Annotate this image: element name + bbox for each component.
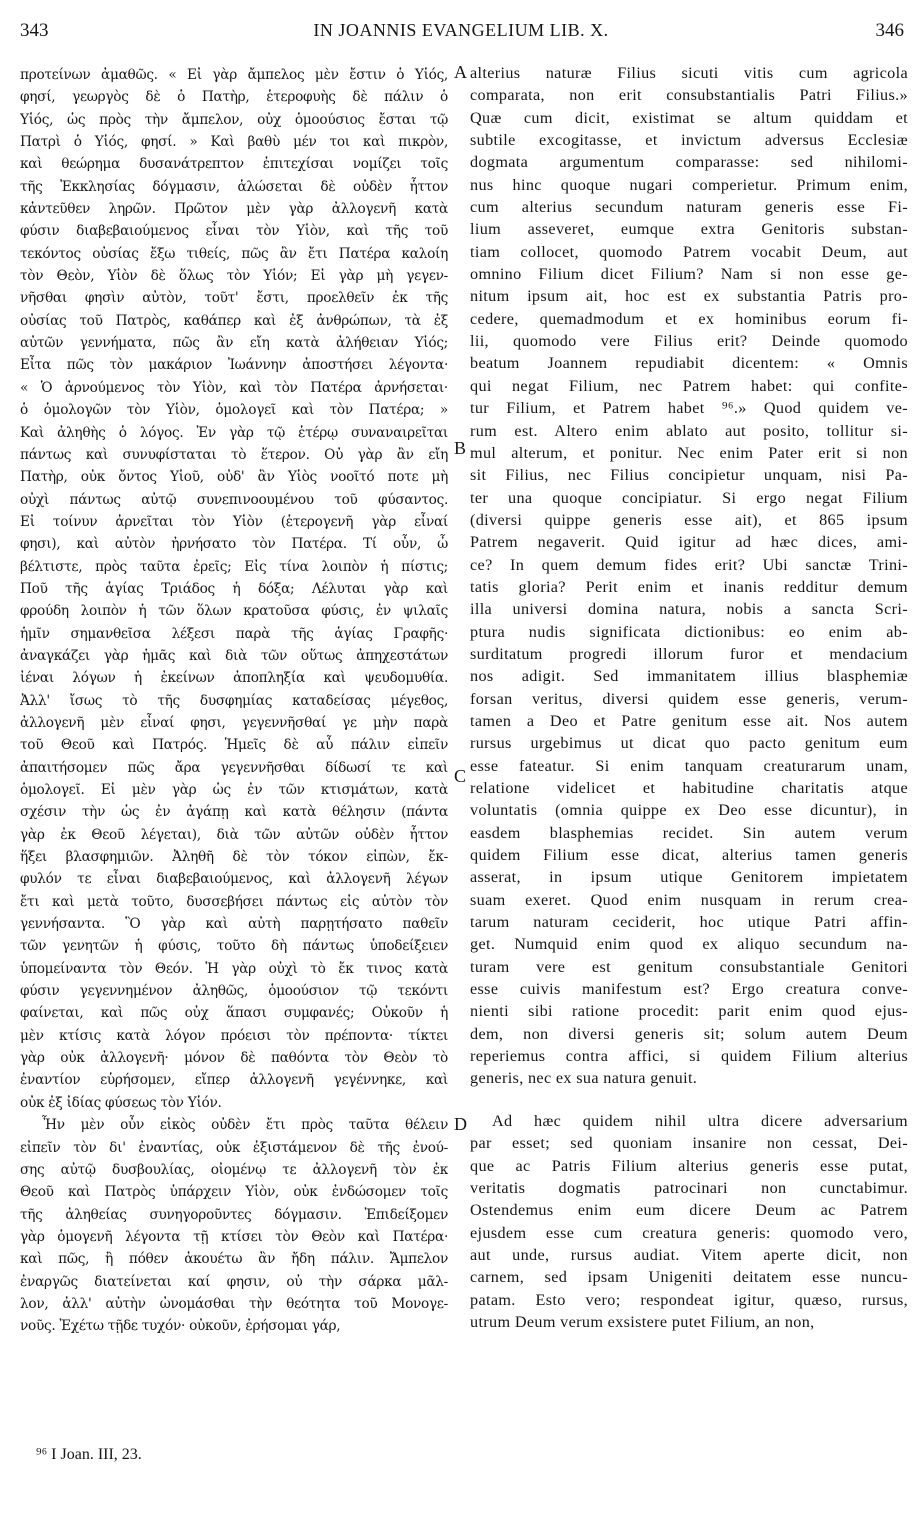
latin-text-line: par esset; sed quoniam insanire non cessat, Dei- (470, 1134, 908, 1153)
greek-text-line: Εἶτα πῶς τὸν μακάριον Ἰωάννην ἀποστήσει λέγοντα· (20, 357, 448, 374)
greek-text-line: γεννήσαντα. Ὃ γὰρ καὶ αὐτὴ παρῃτήσατο παθεῖν (20, 916, 448, 933)
latin-text-line: turam vere est genitum consubstantiale Genitori (470, 957, 908, 976)
greek-text-line: σης αὐτῷ δυσβουλίας, οἰομένῳ τε ἀλλογενῆ τὸν ἐκ (20, 1161, 448, 1178)
latin-text-line: sit Filius, nec Filius concipietur unquam, nisi Pa- (470, 466, 908, 485)
latin-text-line: quidem Filium esse dicat, alterius tamen generis (470, 846, 908, 865)
latin-text-line: Ad hæc quidem nihil ultra dicere adversarium (492, 1111, 908, 1130)
latin-text-line: ter una quoque concipiatur. Si ergo negat Filium (470, 488, 908, 507)
margin-letter-b: B (454, 438, 467, 458)
greek-text-line: λον, ἀλλ' αὐτὴν ὠνομάσθαι τὴν θεότητα τοῦ Μονογε- (20, 1295, 448, 1312)
page-number-left: 343 (20, 20, 49, 41)
greek-text-line: ἐναντίον εὑρήσομεν, εἴπερ ἀλλογενῆ γεγέννηκε, καὶ (20, 1072, 448, 1089)
paragraph-gap (470, 1090, 908, 1110)
greek-text-line: κἀντεῦθεν ληρῶν. Πρῶτον μὲν γὰρ ἀλλογενῆ κατὰ (20, 201, 448, 218)
latin-text-line: tur Filium, et Patrem habet ⁹⁶.» Quod quidem ve- (470, 399, 908, 418)
greek-text-line: φύσιν γεγεννημένον ἀληθῶς, ὁμοούσιον τῷ τεκόντι (20, 983, 448, 1000)
greek-text-line: ἐναργῶς διατείνεται καί φησιν, οὐ τὴν σάρκα μᾶλ- (20, 1273, 448, 1290)
greek-text-line: τῆς Ἐκκλησίας δόγμασιν, ἁλώσεται δὲ οὐδὲν ἧττον (20, 178, 448, 195)
greek-text-line: τὸν Θεὸν, Υἱὸν δὲ ὅλως τὸν Υἱόν; Εἰ γὰρ μὴ γεγεν- (20, 268, 448, 285)
greek-text-line: βέλτιστε, πρὸς ταῦτα ἐρεῖς; Εἰς τίνα λοιπὸν ἡ πίστις; (20, 558, 448, 575)
latin-text-line: easdem blasphemias recidet. Sin autem verum (470, 823, 908, 842)
greek-text-line: εἰπεῖν τὸν δι' ἐναντίας, οὐκ ἐξιστάμενον δὲ τῆς ἐνού- (20, 1139, 448, 1156)
greek-text-line: Υἱός, ὡς πρὸς τὴν ἄμπελον, οὐχ ὁμοούσιος ἔσται τῷ (20, 111, 448, 128)
greek-text-line: ἡμῖν σημανθεῖσα λέξεσι παρὰ τῆς ἁγίας Γραφῆς· (20, 625, 448, 642)
latin-text-line: patam. Esto vero; respondeat igitur, quæso, rursus, (470, 1290, 908, 1309)
latin-text-line: surditatum progredi illorum furor et mendacium (470, 644, 908, 663)
greek-text-line: φησί, γεωργὸς δὲ ὁ Πατὴρ, ἑτεροφυὴς δὲ πάλιν ὁ (20, 89, 448, 106)
latin-text-line: veritatis dogmatis patrocinari non cunctabimur. (470, 1178, 908, 1197)
margin-letter-c: C (454, 766, 467, 786)
latin-text-line: dem, non diversi generis sit; solum autem Deum (470, 1024, 908, 1043)
latin-text-line: alterius naturæ Filius sicuti vitis cum agricola (470, 64, 908, 82)
greek-text-line: τῶν γενητῶν ἡ φύσις, τοῦτο δὴ πάντως ὑποδείξειεν (20, 938, 448, 955)
page-header (0, 20, 922, 48)
latin-text-line: nitum ipsum ait, hoc est ex substantia Patris pro- (470, 287, 908, 306)
margin-letter-a: A (454, 62, 467, 82)
latin-text-line: Quæ cum dicit, existimat se altum quiddam et (470, 108, 908, 127)
latin-text-line: dogmata argumentum comparasse: sed nihilomi- (470, 153, 908, 172)
latin-text-line: qui negat Filium, nec Patrem habet: qui confite- (470, 376, 908, 395)
greek-text-line: οὐχὶ πάντως αὐτῷ συνεπινοουμένου τοῦ φύσαντος. (20, 491, 448, 508)
greek-text-line: ὁμολογεῖ. Εἰ μὲν γὰρ ὡς ἐν τῶν κτισμάτων, κατὰ (20, 782, 448, 798)
latin-text-line: rum est. Altero enim ablato aut posito, tollitur si- (470, 421, 908, 440)
latin-text-line: que ac Patris Filium alterius generis esse putat, (470, 1156, 908, 1175)
latin-text-line: subtile excogitasse, et invictum adversus Ecclesiæ (470, 131, 908, 150)
greek-text-column (20, 64, 448, 1338)
latin-text-line: carnem, sed ipsam Unigeniti deitatem esse nuncu- (470, 1268, 908, 1287)
greek-text-line: Ἦν μὲν οὖν εἰκὸς οὐδὲν ἔτι πρὸς ταῦτα θέλειν (42, 1117, 448, 1134)
greek-text-line: Ἀλλ' ἴσως τὸ τῆς δυσφημίας καταδείσας μέγεθος, (20, 692, 448, 709)
greek-text-line: Ποῦ τῆς ἁγίας Τριάδος ἡ δόξα; Λέλυται γὰρ καὶ (20, 580, 448, 597)
greek-text-line: ἀπαιτήσομεν πῶς ἄρα γεγεννῆσθαι δίδωσί τε καὶ (20, 759, 448, 776)
latin-text-line: Patrem negaverit. Quid igitur ad hæc dices, ami- (470, 533, 908, 552)
greek-text-line: ἀλλογενῆ μὲν εἶναί φησι, γεγεννῆσθαί γε μὴν παρὰ (20, 714, 448, 731)
greek-text-line: πάντως καὶ συνυφίσταται τὸ ἕτερον. Οὐ γὰρ ἂν εἴη (20, 446, 448, 463)
latin-text-line: relatione videlicet et habitudine charitatis atque (470, 779, 908, 797)
latin-text-line: reperiemus contra affici, si quidem Filium alterius (470, 1047, 908, 1066)
latin-text-line: cum alterius secundum naturam generis esse Fi- (470, 198, 908, 217)
greek-text-line: νῆσθαι φησὶν αὐτὸν, τοῦτ' ἔστι, προελθεῖν ἐκ τῆς (20, 290, 448, 307)
latin-text-line: ejusdem esse cum creatura generis: quomodo vero, (470, 1223, 908, 1242)
latin-text-line: ce? In quem demum fides erit? Ubi sanctæ Trini- (470, 555, 908, 574)
greek-text-line: οὐσίας τοῦ Πατρὸς, καθάπερ καὶ ἐξ ἀνθρώπων, τὰ ἐξ (20, 312, 448, 329)
greek-text-line: τῆς ἀληθείας συνηγοροῦντες δόγμασιν. Ἐπιδείξομεν (20, 1206, 448, 1223)
latin-text-line: esse fateatur. Si enim tanquam creaturarum unam, (470, 756, 908, 775)
latin-text-line: forsan veritus, diversi quidem esse generis, verum- (470, 689, 908, 708)
greek-text-line: ἔτι καὶ μετὰ τοῦτο, δυσσεβήσει πάντως εἰς αὐτὸν τὸν (20, 893, 448, 910)
greek-text-line: προτείνων ἀμαθῶς. « Εἰ γὰρ ἄμπελος μὲν ἔστιν ὁ Υἱός, (20, 67, 448, 83)
greek-text-line: τεκόντος οὐσίας ἔξω τιθείς, πῶς ἂν ἔτι Πατέρα καλοίη (20, 245, 448, 262)
greek-text-line: φυλόν τε εἶναι διαβεβαιούμενος, καὶ ἀλλογενῆ λέγων (20, 871, 448, 888)
latin-text-line: generis, nec ex sua natura genuit. (470, 1069, 698, 1088)
greek-text-line: νοῦς. Ἐχέτω τῇδε τυχόν· οὐκοῦν, ἐρήσομαι γάρ, (20, 1318, 341, 1335)
latin-text-line: suam exeret. Quod enim nusquam in rerum crea- (470, 890, 908, 909)
latin-text-line: beatum Joannem repudiabit dicentem: « Omnis (470, 354, 908, 373)
greek-text-line: μὲν κτίσις κατὰ λόγον πρόεισι τὸν πρέποντα· τίκτει (20, 1027, 448, 1044)
greek-text-line: φαίνεται, καὶ πῶς οὐχ ἅπασι συμφανές; Οὐκοῦν ἡ (20, 1005, 448, 1022)
greek-text-line: καὶ πῶς, ἢ πόθεν ἀκουέτω ἂν ἤδη πάλιν. Ἄμπελον (20, 1251, 448, 1268)
latin-text-line: aut unde, rursus audiat. Vitem aperte dicit, non (470, 1245, 908, 1264)
greek-text-line: γὰρ ὁμογενῆ λέγοντα τῇ κτίσει τὸν Θεὸν καὶ Πατέρα· (20, 1228, 448, 1245)
greek-text-line: Θεοῦ καὶ Πατρὸς ὑπάρχειν Υἱὸν, οὐκ ἐνδώσομεν τοῖς (20, 1184, 448, 1201)
greek-text-line: ἥξει βλασφημιῶν. Ἀληθῆ δὲ τὸν τόκον εἰπὼν, ἔκ- (20, 849, 448, 866)
greek-text-line: αὐτῶν γεννήματα, πῶς ἂν εἴη κατὰ ἀλήθειαν Υἱός; (20, 335, 448, 352)
greek-text-line: φύσιν διαβεβαιούμενος εἶναι τὸν Υἱὸν, καὶ τῆς τοῦ (20, 223, 448, 240)
greek-text-line: Πατὴρ, οὐκ ὄντος Υἱοῦ, οὐδ' ἂν Υἱὸς νοοῖτό ποτε μὴ (20, 469, 448, 486)
latin-text-line: utrum Deum verum exsistere putet Filium, an non, (470, 1312, 815, 1331)
greek-text-line: οὐκ ἐξ ἰδίας φύσεως τὸν Υἱόν. (20, 1094, 222, 1111)
footnote: ⁹⁶ I Joan. III, 23. (36, 1446, 142, 1463)
latin-text-line: rursus urgebimus ut dicat quo pacto genitum eum (470, 734, 908, 753)
latin-text-line: nus hinc quoque nugari comperietur. Primum enim, (470, 175, 908, 194)
greek-text-line: φρούδη λοιπὸν ἡ τῶν ὅλων κρατοῦσα φύσις, ἐν ψιλαῖς (20, 603, 448, 620)
greek-text-line: καὶ θεώρημα δυσανάτρεπτον ἐπιτεχίσαι νομίζει τοῖς (20, 156, 448, 173)
latin-text-line: omnino Filium dicet Filium? Nam si non esse ge- (470, 265, 908, 284)
margin-letter-d: D (454, 1114, 467, 1134)
latin-text-line: (diversi quippe generis esse ait), et 865 ipsum (470, 510, 908, 529)
latin-text-line: mul alterum, et ponitur. Nec enim Pater erit si non (470, 443, 908, 462)
greek-text-line: γὰρ ἐκ Θεοῦ λέγεται), διὰ τῶν αὐτῶν οὐδὲν ἧττον (20, 826, 448, 843)
greek-text-line: τοῦ Θεοῦ καὶ Πατρός. Ἡμεῖς δὲ αὖ πάλιν εἰπεῖν (20, 737, 448, 754)
greek-text-line: σχέσιν τὴν ὡς ἐν ἀγάπῃ καὶ κατὰ θέλησιν (πάντα (20, 804, 448, 821)
latin-text-line: tatis gloria? Perit enim et inanis redditur demum (470, 577, 908, 596)
latin-text-line: nos adigit. Sed immanitatem illius blasphemiæ (470, 667, 908, 686)
greek-text-line: ὁ ὁμολογῶν τὸν Υἱὸν, ὁμολογεῖ καὶ τὸν Πατέρα; » (20, 402, 448, 419)
latin-text-line: voluntatis (omnia quippe ex Deo esse dicuntur), in (470, 801, 908, 820)
greek-text-line: γὰρ οὐκ ἀλλογενῆ· μόνον δὲ παθόντα τὸν Θεὸν τὸ (20, 1050, 448, 1067)
greek-text-line: ἰέναι λόγων ἡ ἐκείνων ἀποπληξία καὶ ψευδομυθία. (20, 670, 448, 687)
latin-text-line: ptura nudis significata dictionibus: eo enim ab- (470, 622, 908, 641)
latin-text-line: tamen a Deo et Patre genitum esse ait. Nos autem (470, 711, 908, 730)
greek-text-line: ὑπομείναντα τὸν Θεόν. Ἡ γὰρ οὐχὶ τὸ ἔκ τινος κατὰ (20, 960, 448, 977)
running-title: IN JOANNIS EVANGELIUM LIB. X. (313, 20, 609, 40)
greek-text-line: ἀναγκάζει γὰρ ἡμᾶς καὶ διὰ τῶν οὕτως ἀπηχεστάτων (20, 647, 448, 664)
latin-text-column (470, 62, 908, 1333)
greek-text-line: Πατρὶ ὁ Υἱός, φησί. » Καὶ βαθὺ μέν τοι καὶ πικρὸν, (20, 134, 448, 151)
latin-text-line: get. Numquid enim quod ex aliquo secundum na- (470, 935, 908, 954)
latin-text-line: tiam collocet, quomodo Patrem vocabit Deum, aut (470, 242, 908, 261)
latin-text-line: asserat, in ipsum utique Genitorem impietatem (470, 868, 908, 887)
latin-text-line: illa universi domina natura, nobis a sancta Scri- (470, 600, 908, 619)
latin-text-line: lium asseveret, eumque extra Genitoris substan- (470, 220, 908, 239)
latin-text-line: tarum naturam ceciderit, hoc utique Patri affin- (470, 913, 908, 932)
latin-text-line: comparata, non erit consubstantialis Patri Filius.» (470, 86, 908, 105)
greek-text-line: Εἰ τοίνυν ἀρνεῖται τὸν Υἱὸν (ἑτερογενῆ γὰρ εἶναί (20, 513, 448, 530)
latin-text-line: esse cuivis manifestum est? Ergo creatura conve- (470, 980, 908, 999)
latin-text-line: cedere, quemadmodum et ex hominibus eorum fi- (470, 309, 908, 328)
greek-text-line: Καὶ ἀληθὴς ὁ λόγος. Ἐν γὰρ τῷ ἑτέρῳ συναναιρεῖται (20, 424, 448, 441)
latin-text-line: lii, quomodo vere Filius erit? Deinde quomodo (470, 332, 908, 351)
latin-text-line: Ostendemus enim eum dicere Deum ac Patrem (470, 1201, 908, 1220)
greek-text-line: φησι), καὶ αὐτὸν ἠρνήσατο τὸν Πατέρα. Τί οὖν, ὦ (20, 536, 448, 553)
latin-text-line: nienti sibi ratione procedit: parit enim quod ejus- (470, 1002, 908, 1021)
page-number-right: 346 (875, 20, 904, 41)
greek-text-line: « Ὁ ἀρνούμενος τὸν Υἱὸν, καὶ τὸν Πατέρα ἀρνήσεται· (20, 379, 448, 396)
